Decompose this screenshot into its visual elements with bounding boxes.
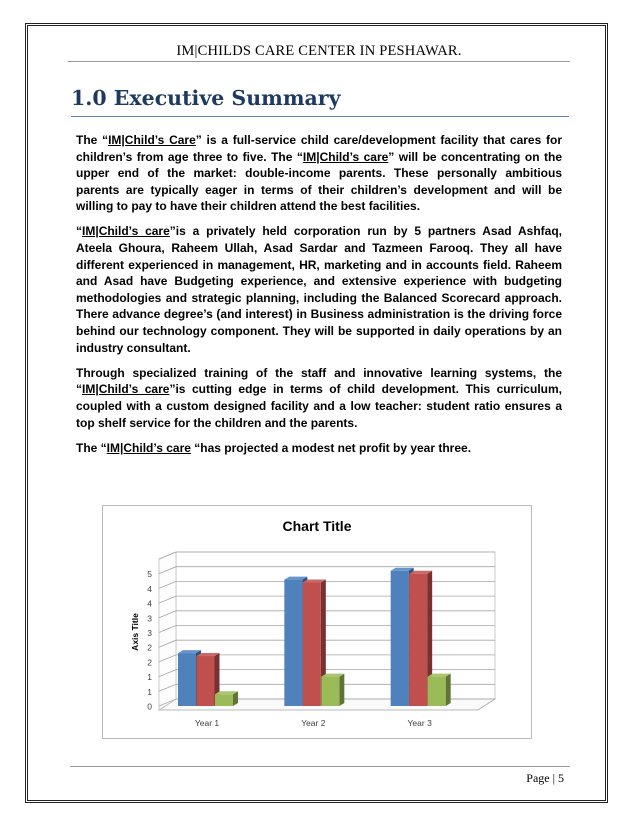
running-header: IM|CHILDS CARE CENTER IN PESHAWAR. — [176, 43, 462, 59]
bar-side — [446, 674, 451, 706]
y-tick-label: 1 — [147, 686, 152, 697]
page-number: Page | 5 — [526, 771, 564, 785]
bar-side — [339, 674, 344, 706]
paragraph-4: The “IM|Child’s care “has projected a modest net profit by year three. — [76, 440, 472, 455]
y-tick-label: 2 — [147, 657, 152, 668]
y-axis-title: Axis Title — [130, 613, 140, 651]
bar — [428, 677, 446, 706]
y-tick-label: 2 — [147, 642, 152, 653]
bar — [303, 583, 321, 706]
y-tick-label: 3 — [147, 628, 152, 638]
company-name: IM|Child’s care — [302, 149, 389, 164]
footer-rule — [70, 766, 570, 767]
y-tick-label: 3 — [147, 613, 152, 624]
header-rule — [68, 61, 570, 62]
chart-canvas — [103, 506, 531, 738]
y-tick-label: 4 — [147, 598, 152, 609]
company-name: IM|Child’s Care — [108, 133, 196, 147]
x-tick-label: Year 1 — [194, 718, 220, 728]
company-name: IM|Child’s care — [106, 440, 191, 455]
paragraph-1: The “IM|Child’s Care” is a full-service child care/development facility that cares for children’s from age three to five. The “IM|Child’s care” will be concentrating on the upper end of the market: double-income parents. These personally ambitious parents are typically eager in terms of their children’s development and will be willing to pay to have their children attend the best facilities. — [76, 133, 563, 214]
bar — [178, 653, 196, 706]
bar — [321, 677, 339, 706]
executive-summary-body — [76, 132, 562, 465]
section-title: 1.0 Executive Summary — [71, 86, 341, 110]
y-tick-label: 5 — [147, 569, 152, 580]
title-rule — [71, 116, 569, 117]
y-tick-label: 4 — [147, 583, 152, 594]
company-name: IM|Child’s care — [82, 224, 170, 239]
bar — [215, 694, 233, 706]
bar-chart — [102, 505, 532, 739]
y-tick-label: 0 — [147, 701, 152, 712]
chart-title: Chart Title — [282, 518, 352, 534]
company-name: IM|Child’s care — [82, 382, 170, 397]
x-tick-label: Year 3 — [407, 718, 432, 728]
chart-side-wall — [159, 552, 176, 710]
bar — [409, 574, 427, 706]
paragraph-3: Through specialized training of the staff and innovative learning systems, the “IM|Child’s care”is cutting edge in terms of child development. This curriculum, coupled with a custom designed facility and a low teacher: student ratio ensures a top shelf service for the children and the parents. — [76, 365, 562, 430]
paragraph-2: “IM|Child’s care”is a privately held corporation run by 5 partners Asad Ashfaq, Ateela Ghoura, Raheem Ullah, Asad Sardar and Tazmeen Farooq. They all have different experienced in management, HR, marketing and in accounts field. Raheem and Asad have Budgeting experience, and extensive experience with budgeting methodologies and strategic planning, including the Balanced Scorecard approach. There advance degree’s (and interest) in Business administration is the driving force behind our technology component. They will be supported in daily operations by an industry consultant. — [76, 224, 562, 355]
x-tick-label: Year 2 — [301, 718, 326, 728]
bar — [391, 571, 409, 706]
y-tick-label: 1 — [147, 672, 152, 683]
bar — [284, 580, 302, 706]
bar — [197, 656, 215, 706]
